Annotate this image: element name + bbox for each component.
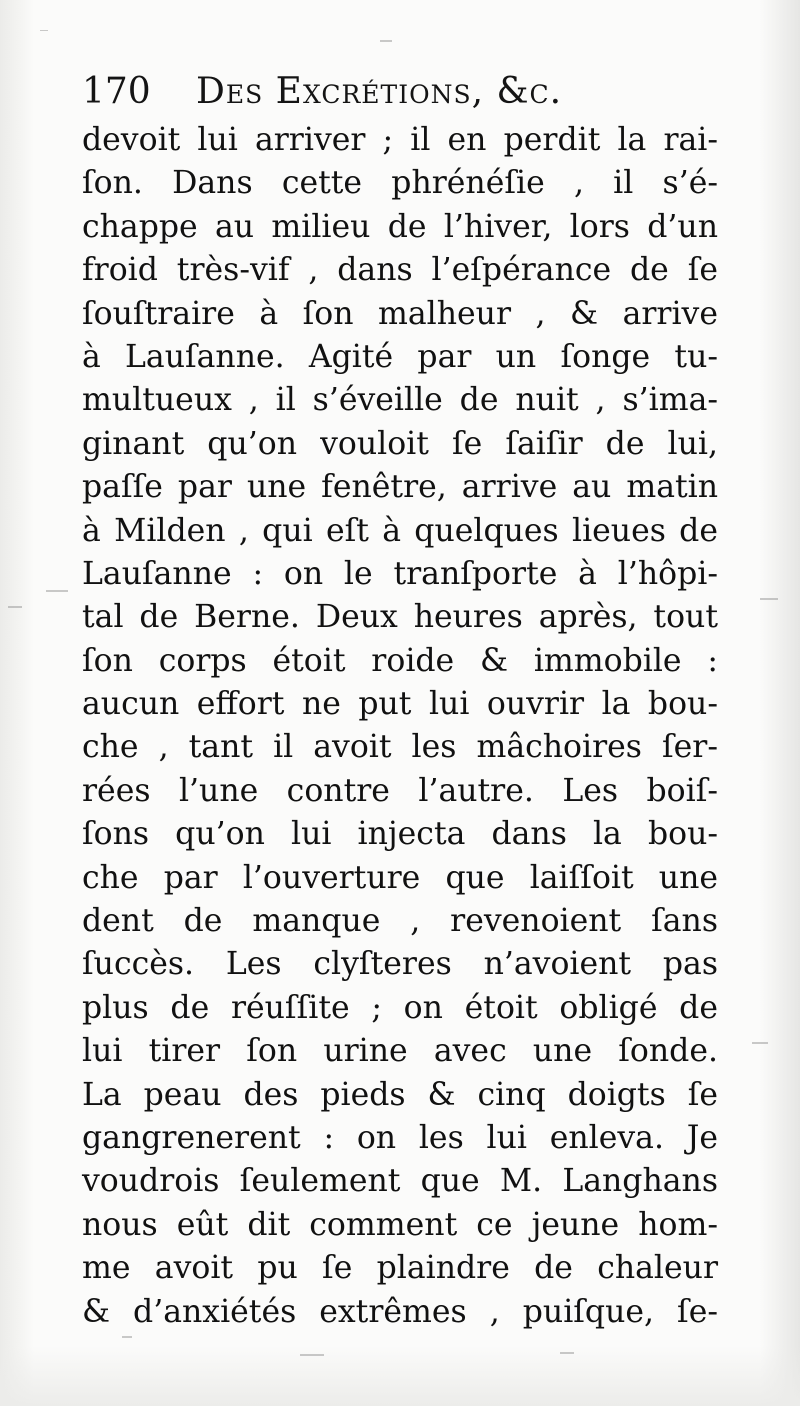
text-line: tal de Berne. Deux heures après, tout <box>82 599 718 636</box>
text-line: ſon. Dans cette phrénéſie , il s’é- <box>82 165 718 202</box>
page-edge-shadow-right <box>760 0 800 1406</box>
text-line: aucun effort ne put lui ouvrir la bou- <box>82 686 718 723</box>
text-line: rées l’une contre l’autre. Les boiſ- <box>82 772 718 809</box>
page-edge-shadow-left <box>0 0 34 1406</box>
text-line: ſon corps étoit roide & immobile : <box>82 642 718 679</box>
text-line: ginant qu’on vouloit ſe ſaiſir de lui, <box>82 425 718 462</box>
body-text <box>82 119 718 1334</box>
running-title: Des Excrétions, &c. <box>196 71 563 112</box>
page-edge-shadow-bottom <box>0 1346 800 1406</box>
text-line: ſons qu’on lui injecta dans la bou- <box>82 816 718 853</box>
text-line: me avoit pu ſe plaindre de chaleur <box>82 1250 718 1287</box>
text-line: che , tant il avoit les mâchoires ſer- <box>82 729 718 766</box>
text-line: La peau des pieds & cinq doigts ſe <box>82 1076 718 1113</box>
text-line: lui tirer ſon urine avec une ſonde. <box>82 1033 718 1070</box>
text-line: ſuccès. Les clyſteres n’avoient pas <box>82 946 718 983</box>
paper-speck <box>380 40 392 42</box>
page-number: 170 <box>82 71 151 112</box>
paper-speck <box>300 1354 324 1356</box>
text-line: à Lauſanne. Agité par un ſonge tu- <box>82 338 718 375</box>
paper-speck <box>560 1352 574 1354</box>
text-line: chappe au milieu de l’hiver, lors d’un <box>82 208 718 245</box>
text-line: voudrois ſeulement que M. Langhans <box>82 1163 718 1200</box>
text-line: plus de réuſſite ; on étoit obligé de <box>82 989 718 1026</box>
text-line: devoit lui arriver ; il en perdit la rai- <box>82 122 718 158</box>
text-line: Lauſanne : on le tranſporte à l’hôpi- <box>82 555 718 592</box>
text-line: & d’anxiétés extrêmes , puiſque, ſe- <box>82 1293 718 1330</box>
paper-speck <box>40 30 48 31</box>
paper-speck <box>8 606 22 608</box>
text-line: che par l’ouverture que laiſſoit une <box>82 859 718 896</box>
text-line: multueux , il s’éveille de nuit , s’ima- <box>82 382 718 419</box>
paper-speck <box>752 1042 768 1044</box>
running-header <box>82 70 722 120</box>
text-line: gangrenerent : on les lui enleva. Je <box>82 1119 718 1156</box>
paper-speck <box>122 1336 132 1338</box>
text-line: paſſe par une fenêtre, arrive au matin <box>82 469 718 506</box>
text-line: à Milden , qui eſt à quelques lieues de <box>82 512 718 549</box>
paper-speck <box>760 598 778 600</box>
paper-speck <box>46 590 68 592</box>
text-line: dent de manque , revenoient ſans <box>82 903 718 940</box>
text-line: froid très-vif , dans l’eſpérance de ſe <box>82 252 718 289</box>
text-line: nous eût dit comment ce jeune hom- <box>82 1206 718 1243</box>
text-line: ſouſtraire à ſon malheur , & arrive <box>82 295 718 332</box>
